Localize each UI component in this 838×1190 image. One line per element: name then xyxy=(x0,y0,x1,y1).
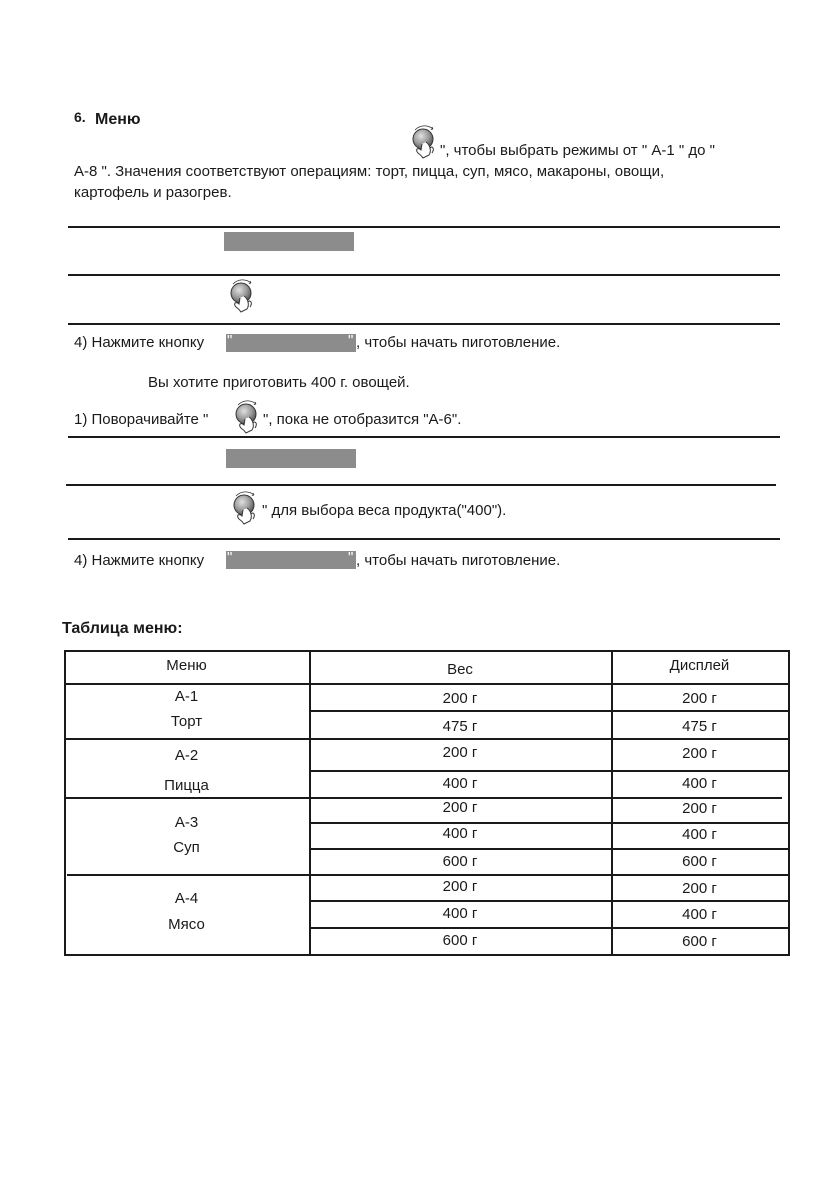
example-step-3-suffix: " для выбора веса продукта("400"). xyxy=(262,502,507,519)
example-step-1-suffix: ", пока не отобразится "A-6". xyxy=(263,411,462,428)
start-button-label-redacted xyxy=(226,551,356,569)
example-step-1-prefix: 1) Поворачивайте " xyxy=(74,411,209,428)
display-cell: 475 г xyxy=(682,718,717,735)
intro-line-1: ", чтобы выбрать режимы от " A-1 " до " xyxy=(440,142,715,159)
step-4-prefix: 4) Нажмите кнопку xyxy=(74,334,205,351)
intro-line-2: A-8 ". Значения соответствуют операциям: торт, пицца, суп, мясо, макароны, овощи, xyxy=(74,163,665,180)
intro-line-3: картофель и разогрев. xyxy=(74,184,232,201)
menu-name: Торт xyxy=(170,713,203,730)
menu-name: Пицца xyxy=(164,777,209,794)
display-cell: 600 г xyxy=(682,933,717,950)
display-cell: 600 г xyxy=(682,853,717,870)
menu-name: Мясо xyxy=(168,916,205,933)
display-cell: 400 г xyxy=(682,775,717,792)
weight-cell: 600 г xyxy=(442,853,478,870)
menu-code: A-2 xyxy=(174,747,199,764)
display-cell: 400 г xyxy=(682,906,717,923)
menu-name: Суп xyxy=(173,839,200,856)
divider xyxy=(68,538,780,540)
divider xyxy=(68,323,780,325)
quote-close: " xyxy=(348,332,354,349)
menu-code: A-3 xyxy=(174,814,199,831)
menu-table xyxy=(64,650,789,956)
weight-cell: 600 г xyxy=(442,932,478,949)
weight-cell: 200 г xyxy=(442,744,478,761)
table-header-menu: Меню xyxy=(166,657,207,674)
menu-code: A-1 xyxy=(174,688,199,705)
section-number: 6. xyxy=(74,109,86,125)
weight-cell: 400 г xyxy=(442,775,478,792)
weight-cell: 400 г xyxy=(442,905,478,922)
display-cell: 400 г xyxy=(682,826,717,843)
rotary-knob-icon xyxy=(230,491,260,525)
quote-open: " xyxy=(227,332,233,349)
redacted-block xyxy=(226,449,356,468)
step-4-suffix: , чтобы начать пиготовление. xyxy=(356,334,561,351)
redacted-block xyxy=(224,232,354,251)
rotary-knob-icon xyxy=(232,400,262,434)
table-header-display: Дисплей xyxy=(669,657,730,674)
rotary-knob-icon xyxy=(227,279,257,313)
weight-cell: 200 г xyxy=(442,690,478,707)
divider xyxy=(66,484,776,486)
weight-cell: 400 г xyxy=(442,825,478,842)
table-title: Таблица меню: xyxy=(62,620,183,637)
divider xyxy=(68,274,780,276)
quote-close: " xyxy=(348,549,354,566)
display-cell: 200 г xyxy=(682,745,717,762)
menu-code: A-4 xyxy=(174,890,199,907)
display-cell: 200 г xyxy=(682,880,717,897)
quote-open: " xyxy=(227,549,233,566)
weight-cell: 200 г xyxy=(442,878,478,895)
start-button-label-redacted xyxy=(226,334,356,352)
display-cell: 200 г xyxy=(682,800,717,817)
table-header-weight: Вес xyxy=(447,661,473,678)
example-step-4-suffix: , чтобы начать пиготовление. xyxy=(356,552,561,569)
rotary-knob-icon xyxy=(409,125,439,159)
weight-cell: 475 г xyxy=(442,718,478,735)
divider xyxy=(68,226,780,228)
weight-cell: 200 г xyxy=(442,799,478,816)
divider xyxy=(68,436,780,438)
example-title: Вы хотите приготовить 400 г. овощей. xyxy=(148,374,410,391)
display-cell: 200 г xyxy=(682,690,717,707)
example-step-4-prefix: 4) Нажмите кнопку xyxy=(74,552,205,569)
section-title: Меню xyxy=(95,111,141,128)
